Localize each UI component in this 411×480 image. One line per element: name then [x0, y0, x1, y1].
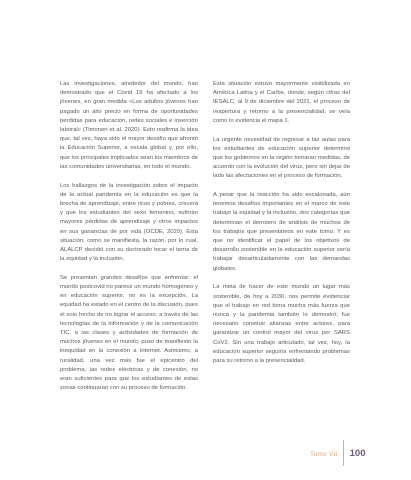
paragraph: A pesar que la reacción ha sido escalonada, aún tenemos desafíos importantes en el marco de este trabajo la equidad y la inclusión, dos categorías que determinan el derrotero de análisis de muchos de los trabajos que presentamos en este tomo. Y es que no identificar el papel de los objetivos de desarrollo sostenible en la educación superior sería trabajar desarticuladamente con las demandas globales.	[213, 192, 350, 272]
paragraph: Los hallazgos de la investigación sobre el impacto de la actual pandemia en la educación es que la brecha de aprendizaje, entre ricos y pobres, crecerá y que los estudiantes del sexo femenino, sufrirán mayores pérdidas de aprendizaje y otros impactos en sus ganancias de por vida (OCDE, 2020). Esta situación, como se manifiesta, la razón, por lo cual, ALALCP decidió con su doctorado tocar el tema de la equidad y la inclusión.	[60, 182, 198, 263]
paragraph: La meta de hacer de este mundo un lugar más sostenible, de hoy a 2030, nos permite evidenciar que el trabajo en red toma mucha más fuerza que nunca y la pandemia también lo demostró; fue necesario construir alianzas entre actores, para garantizar un control mayor del virus por SARS CoV2. Sin una trabajo articulado, tal vez, hoy, la educación superior seguiría enfrentando problemas para su retorno a la presencialidad.	[213, 284, 350, 364]
page-number: 100	[349, 448, 366, 459]
page-footer	[310, 440, 365, 466]
paragraph: La urgente necesidad de regresar a las aulas para los estudiantes de educación superior determinó que los gobiernos en la región tomaran medidas, de acuerdo con la evolución del virus, pero sin dejar de lado las afectaciones en el proceso de formación.	[213, 136, 350, 180]
left-text-column	[60, 80, 198, 394]
paragraph: Esta situación estuvo mayormente visibilizada en América Latina y el Caribe, donde, según cifras del IESALC, al 9 de diciembre del 2021, el proceso de reapertura y retorno a la presencialidad, se veía como lo evidencia el mapa 1.	[213, 81, 350, 124]
right-text-column	[213, 80, 350, 366]
paragraph: Las investigaciones, alrededor del mundo, han demostrado que el Covid 19 ha afectado a los jóvenes, en gran medida «Los adultos jóvenes han pagado un alto precio en forma de oportunidades perdidas para educación, redes sociales e inserción laboral» (Timonen et al. 2020). Esto reafirma la idea que, tal vez, haya sido el mayor desafío que afrontó la Educación Superior, a escala global y, por ello, que los principales implicados sean los miembros de las comunidades universitarias, en todo el mundo.	[60, 81, 198, 170]
volume-label: Tomo VII	[310, 450, 338, 458]
paragraph: Se presentan grandes desafíos que enfrentar: el mundo postcovid no parece un mundo homogéneo y en educación superior, no es la excepción. La equidad ha estado en el centro de la discusión, pues el solo hecho de no lograr el acceso, a través de las tecnologías de la información y de la comunicación TIC, a las clases y actividades de formación de muchos jóvenes en el mundo, puso de manifiesto la inequidad en la conexión a Internet. Asimismo, a ruralidad, una vez más fue el epicentro del problema, las redes eléctricas y de conexión, no eran suficientes para que los estudiantes de estas zonas continuaran con su proceso de formación.	[60, 274, 198, 392]
